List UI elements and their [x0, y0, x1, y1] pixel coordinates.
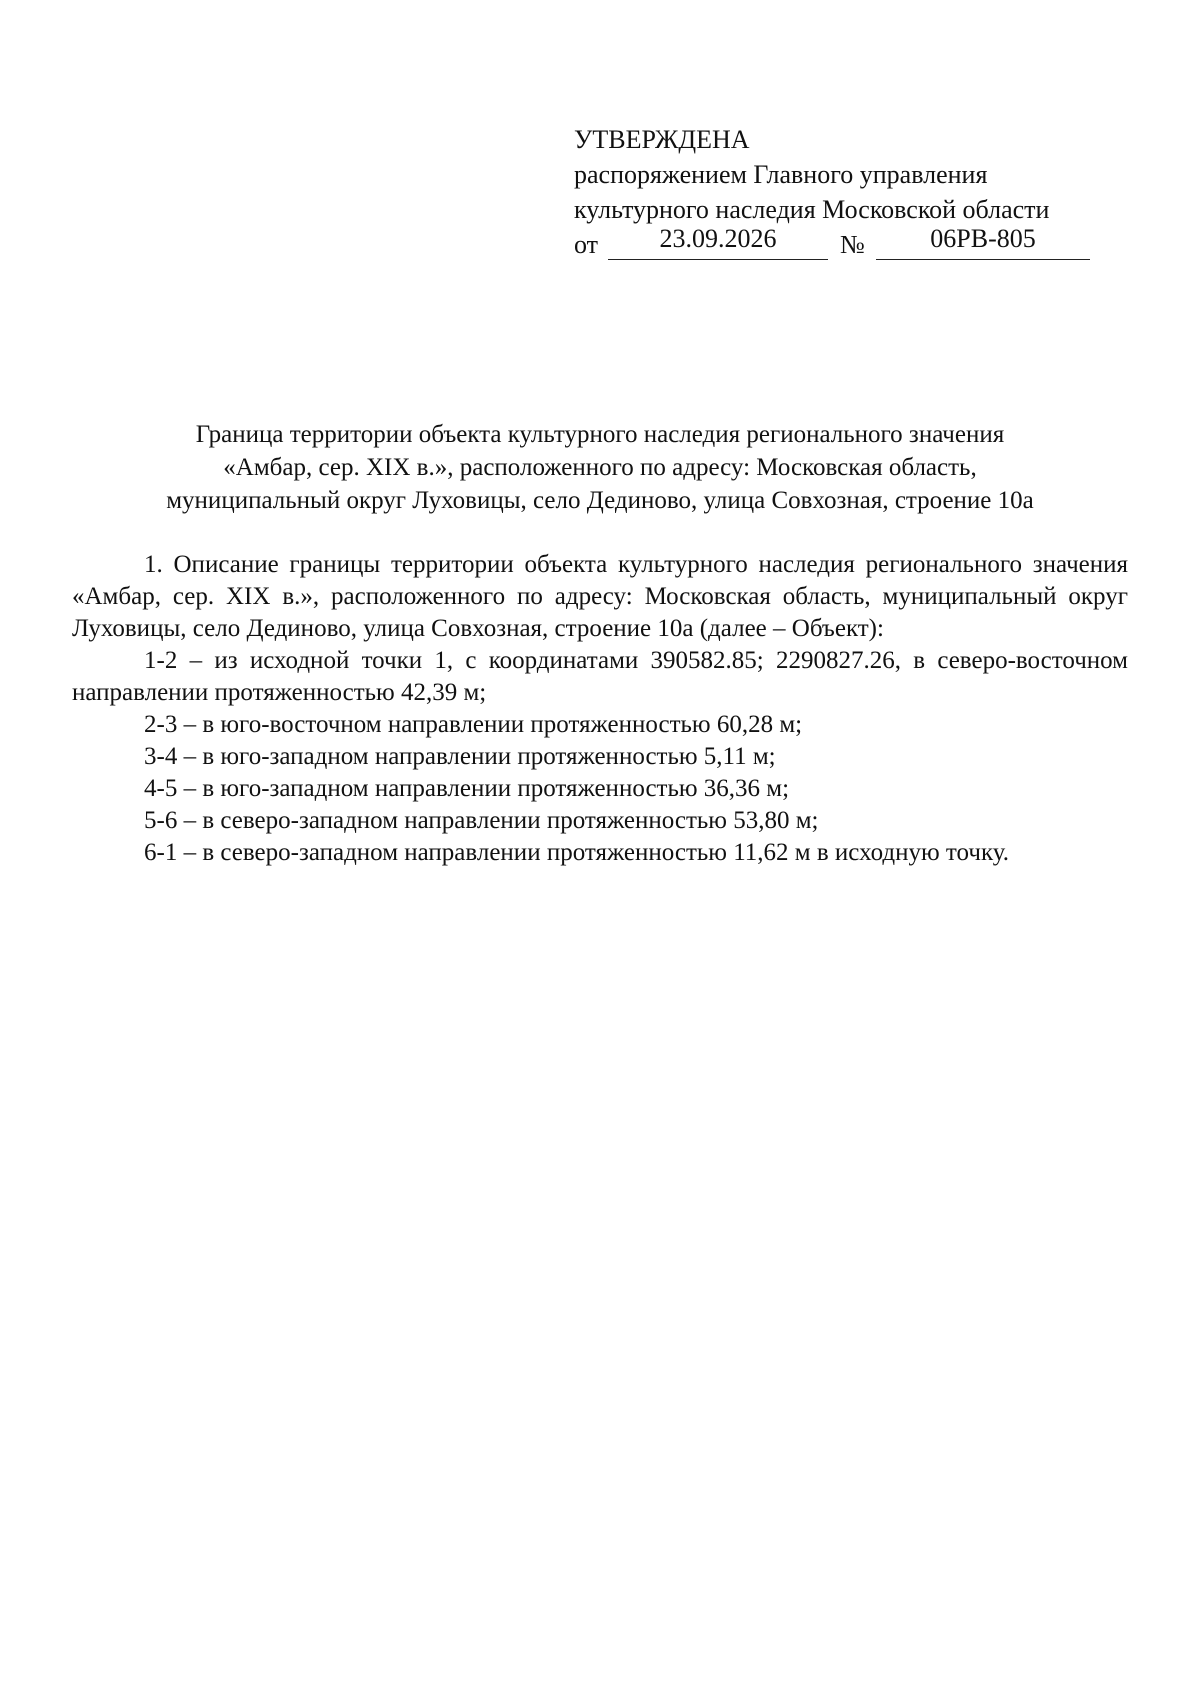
- document-body: [72, 549, 1128, 869]
- segment-1-2: 1-2 – из исходной точки 1, с координатами 390582.85; 2290827.26, в северо-восточном направлении протяженностью 42,39 м;: [72, 647, 1128, 706]
- date-field: [608, 224, 828, 260]
- document-title: [72, 418, 1128, 517]
- approval-date-number-line: [574, 224, 1094, 262]
- approval-heading: УТВЕРЖДЕНА: [574, 125, 750, 154]
- date-prefix: от: [574, 230, 599, 259]
- intro-paragraph: 1. Описание границы территории объекта культурного наследия регионального значения «Амбар, сер. XIX в.», расположенного по адресу: Московская область, муниципальный округ Луховицы, село Дединово, улица Совхозная, строение 10а (далее – Объект):: [72, 551, 1128, 642]
- title-line-3: муниципальный округ Луховицы, село Дединово, улица Совхозная, строение 10а: [166, 487, 1034, 514]
- segment-4-5: 4-5 – в юго-западном направлении протяженностью 36,36 м;: [144, 775, 790, 802]
- approval-line-1: распоряжением Главного управления: [574, 160, 988, 189]
- number-sign: №: [840, 230, 865, 259]
- title-line-2: «Амбар, сер. XIX в.», расположенного по адресу: Московская область,: [223, 454, 977, 481]
- segment-5-6: 5-6 – в северо-западном направлении протяженностью 53,80 м;: [144, 807, 819, 834]
- number-field: [876, 224, 1090, 260]
- approval-number: 06РВ-805: [930, 224, 1036, 253]
- approval-line-2: культурного наследия Московской области: [574, 195, 1050, 224]
- segment-6-1: 6-1 – в северо-западном направлении протяженностью 11,62 м в исходную точку.: [144, 839, 1009, 866]
- segment-2-3: 2-3 – в юго-восточном направлении протяженностью 60,28 м;: [144, 711, 803, 738]
- title-line-1: Граница территории объекта культурного наследия регионального значения: [195, 421, 1005, 448]
- segment-3-4: 3-4 – в юго-западном направлении протяженностью 5,11 м;: [144, 743, 776, 770]
- approval-date: 23.09.2026: [659, 224, 777, 253]
- approval-stamp: [574, 122, 1094, 262]
